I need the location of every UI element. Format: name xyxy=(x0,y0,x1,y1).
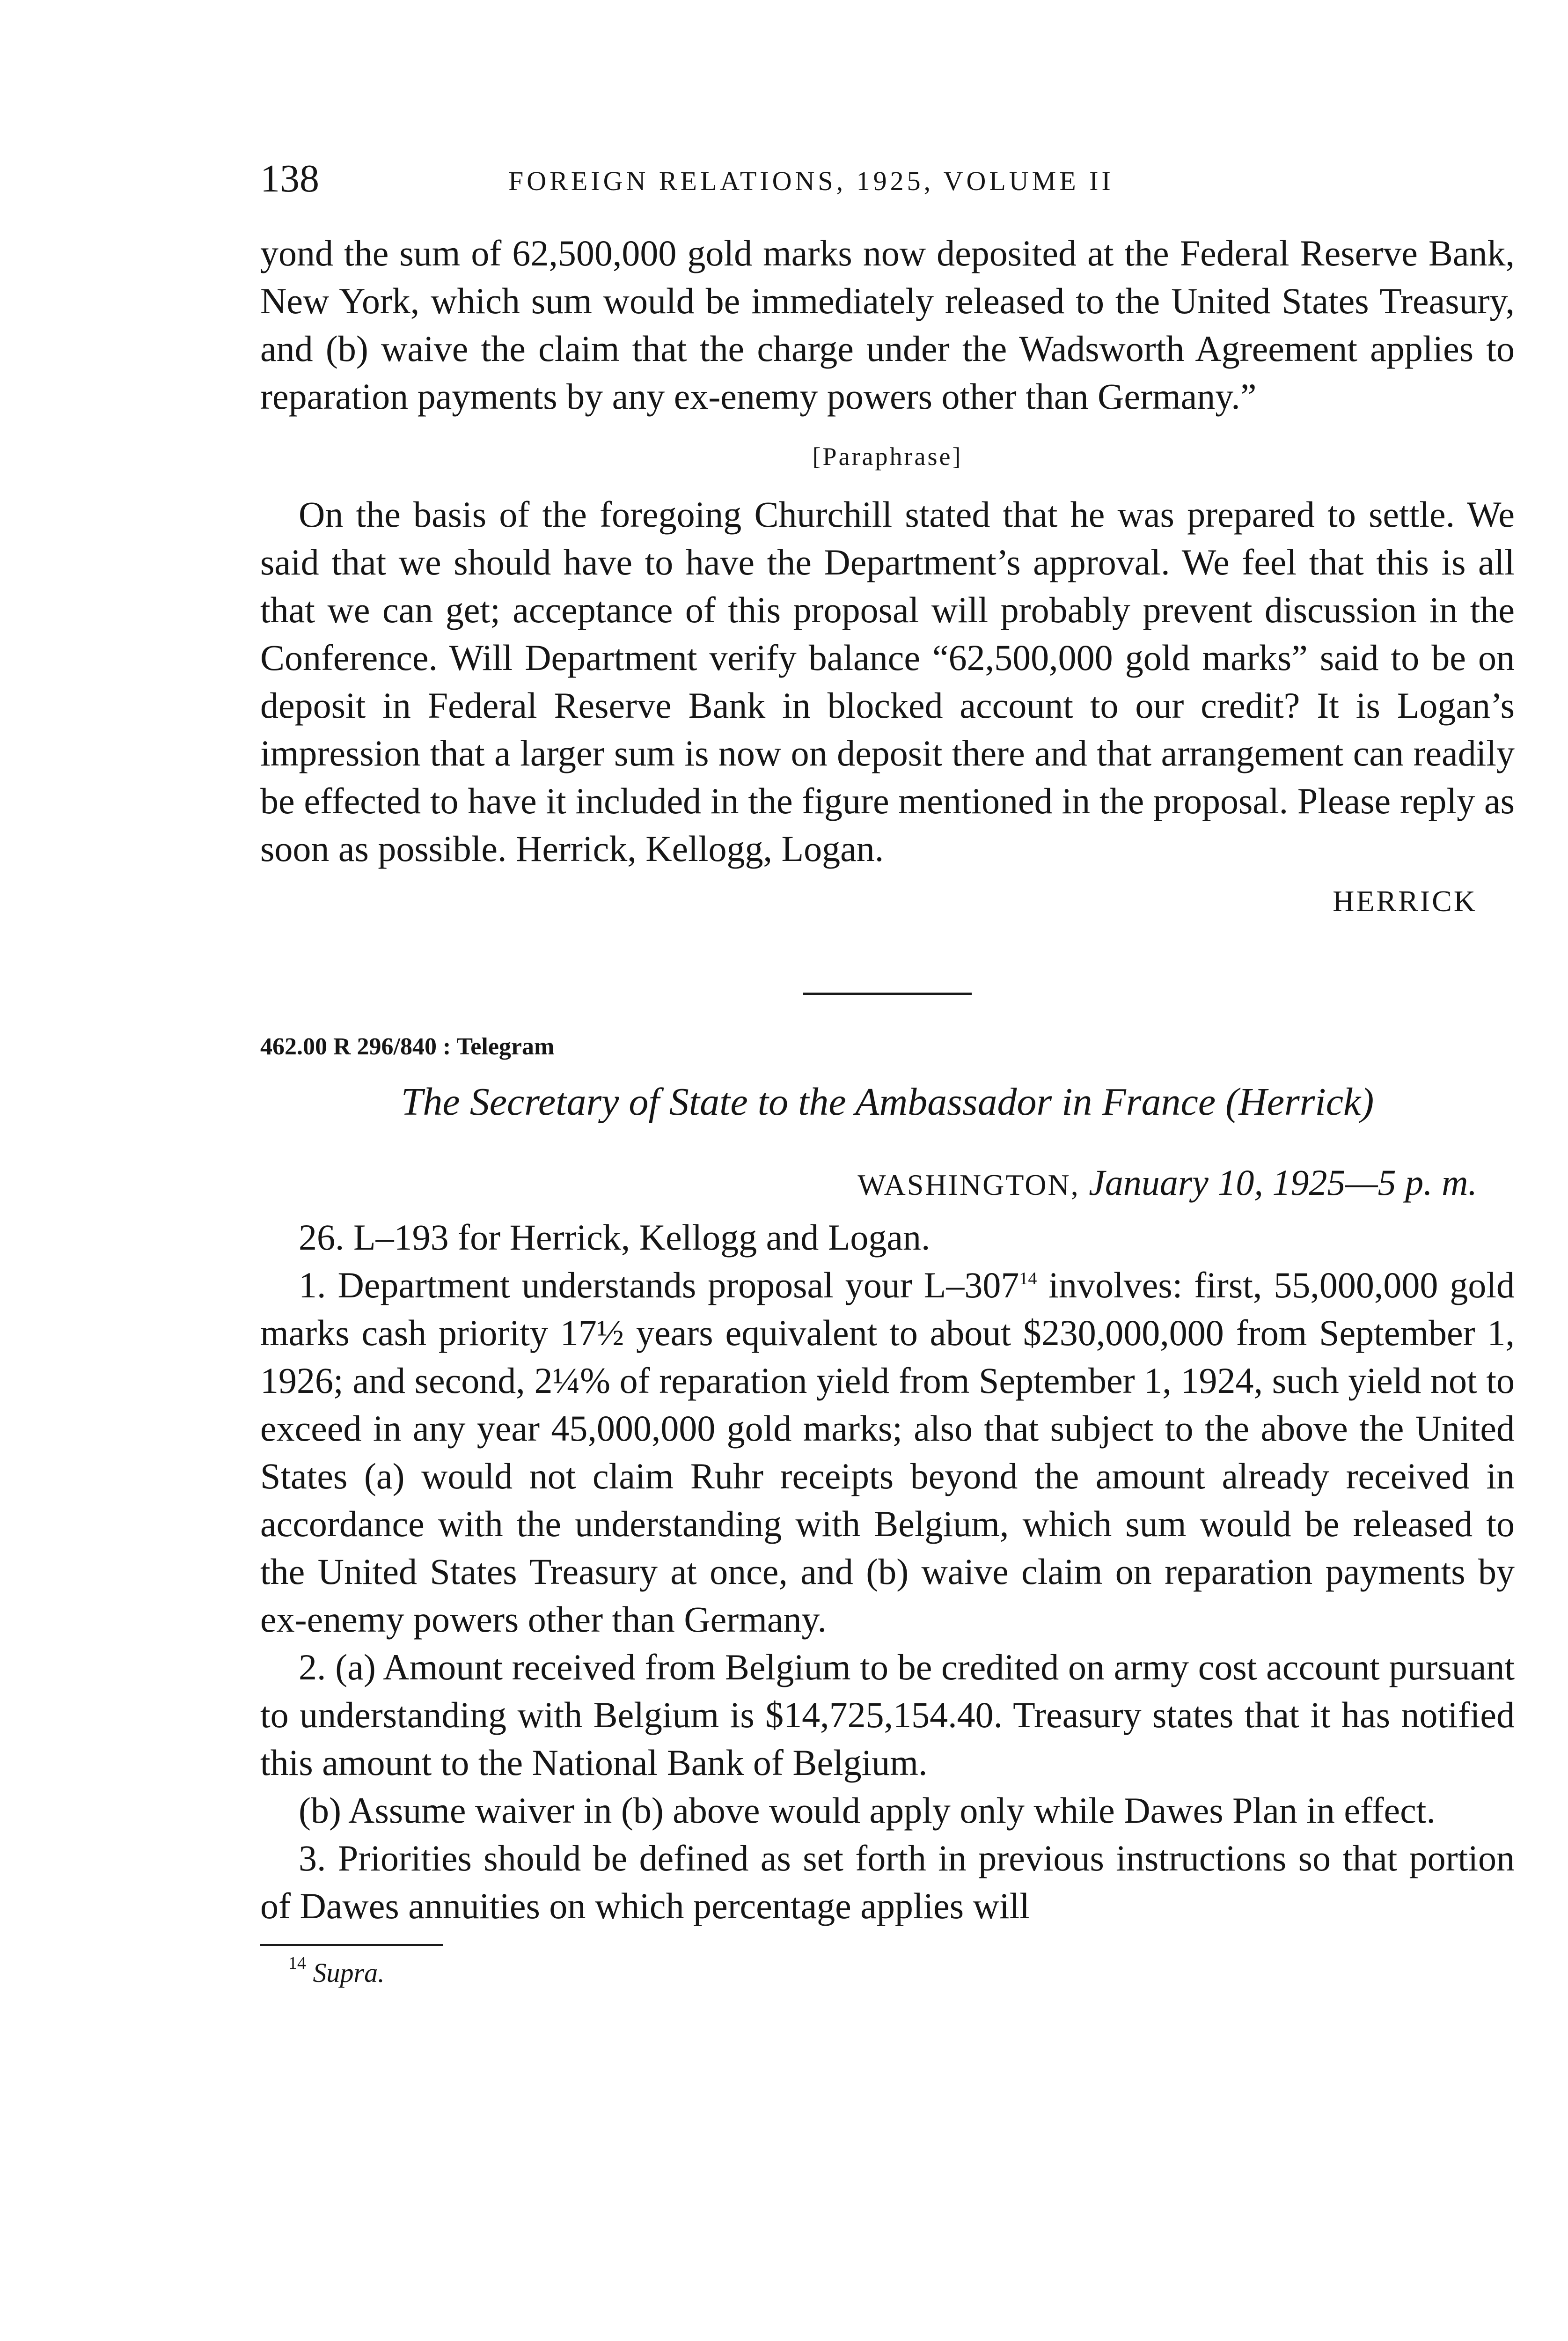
section-divider xyxy=(803,993,972,995)
paraphrase-paragraph: On the basis of the foregoing Churchill stated that he was prepared to settle. We said that we should have to have the Department’s approval. We feel that this is all that we can get; acceptance of this proposal will probably prevent discussion in the Conference. Will Department verify balance “62,500,000 gold marks” said to be on deposit in Federal Reserve Bank in blocked account to our credit? It is Logan’s impression that a larger sum is now on deposit there and that arrangement can readily be effected to have it included in the figure mentioned in the proposal. Please reply as soon as possible. Herrick, Kellogg, Logan. xyxy=(260,494,1515,869)
signature: HERRICK xyxy=(1333,884,1477,918)
dateline-place: WASHINGTON, xyxy=(857,1168,1080,1201)
document-title: The Secretary of State to the Ambassador in France (Herrick) xyxy=(401,1080,1374,1124)
page-number: 138 xyxy=(260,157,319,200)
telegram-paragraph-1 xyxy=(260,1261,1515,1643)
running-title: FOREIGN RELATIONS, 1925, VOLUME II xyxy=(508,166,1114,196)
telegram-number-line: 26. L–193 for Herrick, Kellogg and Logan. xyxy=(299,1217,931,1258)
telegram-paragraph-3: 3. Priorities should be defined as set forth in previous instructions so that portion of Dawes annuities on which percentage applies will xyxy=(260,1838,1515,1926)
footnote-rule xyxy=(260,1944,443,1946)
telegram-paragraph-2a: 2. (a) Amount received from Belgium to be credited on army cost account pursuant to understanding with Belgium is $14,725,154.40. Treasury states that it has notified this amount to the National Bank of Belgium. xyxy=(260,1647,1515,1783)
paragraph-1-text-start: 1. Department understands proposal your L–307 xyxy=(299,1265,1019,1305)
document-reference: 462.00 R 296/840 : Telegram xyxy=(260,1033,555,1060)
running-header xyxy=(260,159,1515,211)
footnote-text: Supra. xyxy=(313,1958,385,1988)
footnote-number: 14 xyxy=(288,1953,306,1973)
continuation-paragraph: yond the sum of 62,500,000 gold marks now deposited at the Federal Reserve Bank, New York, which sum would be immediately released to the United States Treasury, and (b) waive the claim that the charge under the Wadsworth Agreement applies to reparation payments by any ex-enemy powers other than Germany.” xyxy=(260,233,1515,417)
paragraph-1-text-end: involves: first, 55,000,000 gold marks cash priority 17½ years equivalent to about $230,000,000 from September 1, 1926; and second, 2¼% of reparation yield from September 1, 1924, such yield not to exceed in any year 45,000,000 gold marks; also that subject to the above the United States (a) would not claim Ruhr receipts beyond the amount already received in accordance with the understanding with Belgium, which sum would be released to the United States Treasury at once, and (b) waive claim on reparation payments by ex-enemy powers other than Germany. xyxy=(260,1265,1515,1640)
dateline-date: January 10, 1925—5 p. m. xyxy=(1089,1162,1477,1203)
footnote-reference: 14 xyxy=(1019,1269,1037,1288)
dateline xyxy=(260,1159,1477,1209)
footnote xyxy=(288,1954,1515,1992)
telegram-paragraph-2b: (b) Assume waiver in (b) above would apply only while Dawes Plan in effect. xyxy=(299,1790,1436,1831)
paraphrase-label: [Paraphrase] xyxy=(812,442,963,471)
document-page xyxy=(260,159,1515,1992)
